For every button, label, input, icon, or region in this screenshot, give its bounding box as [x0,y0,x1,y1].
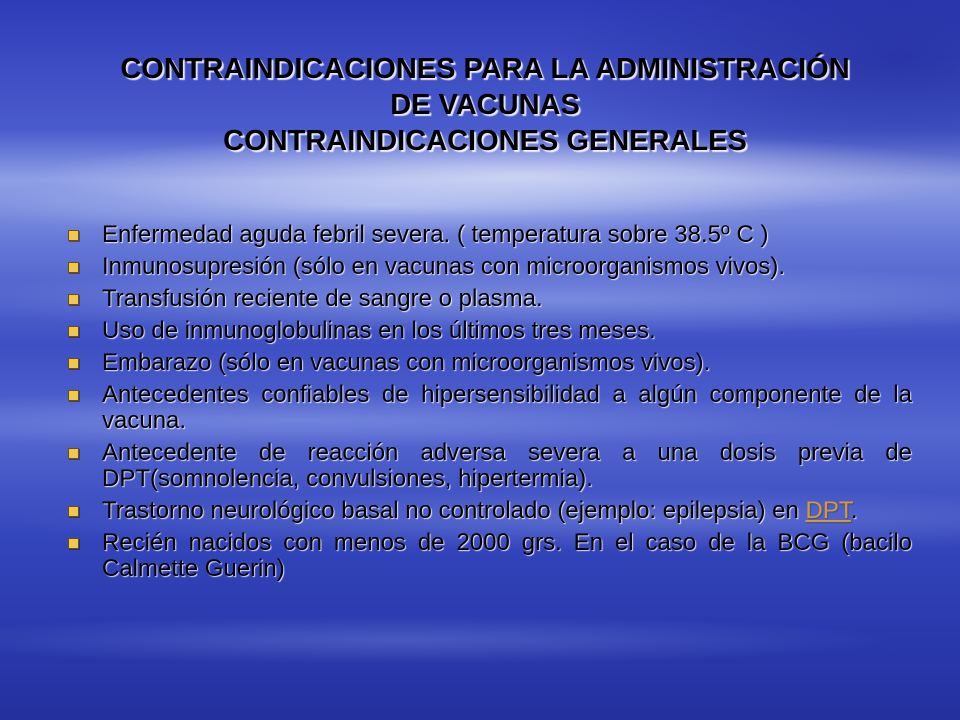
slide-title [40,51,930,159]
square-bullet-icon [68,538,79,549]
square-bullet-icon [68,506,79,517]
dpt-link[interactable]: DPT [805,497,851,524]
list-item [62,222,912,248]
list-item-text: Embarazo (sólo en vacunas con microorganismos vivos). [102,349,711,376]
list-item-text: Enfermedad aguda febril severa. ( temperatura sobre 38.5º C ) [102,221,769,248]
square-bullet-icon [68,390,79,401]
square-bullet-icon [68,262,79,273]
square-bullet-icon [68,294,79,305]
list-item [62,382,912,434]
list-item-text: Inmunosupresión (sólo en vacunas con microorganismos vivos). [102,253,785,280]
square-bullet-icon [68,326,79,337]
list-item [62,440,912,492]
list-item [62,318,912,344]
list-item [62,498,912,524]
title-line-3: CONTRAINDICACIONES GENERALES [223,125,747,158]
square-bullet-icon [68,358,79,369]
list-item-text: Recién nacidos con menos de 2000 grs. En el caso de la BCG (bacilo Calmette Guerin) [102,529,912,582]
list-item [62,530,912,582]
title-line-2: DE VACUNAS [390,89,580,122]
square-bullet-icon [68,230,79,241]
list-item-text-end: . [850,497,858,524]
list-item [62,286,912,312]
list-item-text: Transfusión reciente de sangre o plasma. [102,285,543,312]
title-line-1: CONTRAINDICACIONES PARA LA ADMINISTRACIÓN [120,53,850,86]
list-item-text: Uso de inmunoglobulinas en los últimos tres meses. [102,317,656,344]
contraindications-list [62,222,912,588]
list-item [62,254,912,280]
list-item-text: Trastorno neurológico basal no controlado (ejemplo: epilepsia) en [102,497,806,524]
list-item-text: Antecedentes confiables de hipersensibilidad a algún componente de la vacuna. [102,381,912,434]
square-bullet-icon [68,448,79,459]
list-item [62,350,912,376]
list-item-text: Antecedente de reacción adversa severa a una dosis previa de DPT(somnolencia, convulsiones, hipertermia). [102,439,912,492]
